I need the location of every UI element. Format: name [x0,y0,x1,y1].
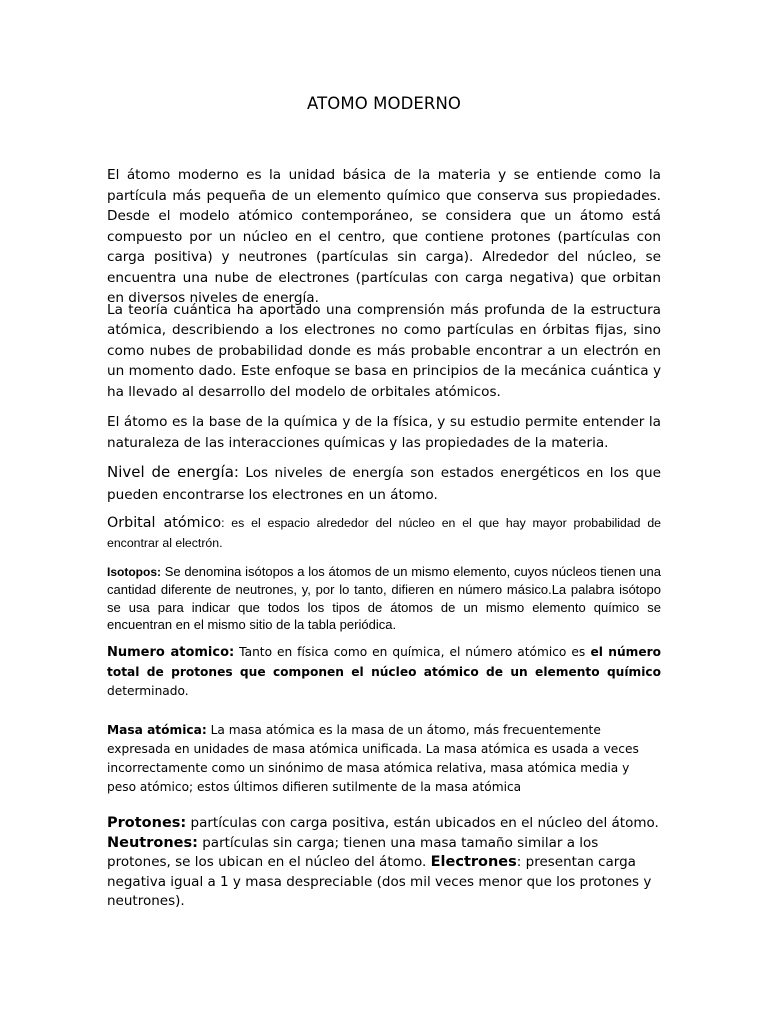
definition-term: Masa atómica: [107,723,207,737]
definition-term: Orbital atómico [107,515,222,531]
electrones-term: Electrones [430,854,517,870]
definition-text: : es el espacio alrededor del núcleo en el que hay mayor probabilidad de encontrar al electrón. [107,516,661,550]
definition-nivel-energia [107,461,661,506]
electrones-text: : presentan carga negativa igual a 1 y masa despreciable (dos mil veces menor que los protones y neutrones). [107,854,652,909]
neutrones-term: Neutrones: [107,834,198,851]
definition-text: Tanto en física como en química, el número atómico es [234,645,586,659]
definition-emphasis: el número total de protones que componen el núcleo atómico de un elemento químico [107,645,662,679]
protones-term: Protones: [107,815,187,831]
definition-term: Isotopos: [107,565,161,579]
neutrones-text: partículas sin carga; tienen una masa tamaño similar a los protones, se los ubican en el núcleo del átomo. [107,834,599,870]
definition-text: Los niveles de energía son estados energéticos en los que pueden encontrarse los electrones en un átomo. [107,465,661,503]
definition-particulas [107,814,661,912]
document-title: ATOMO MODERNO [307,94,461,113]
definition-text: La masa atómica es la masa de un átomo, más frecuentemente expresada en unidades de masa atómica unificada. La masa atómica es usada a veces incorrectamente como un sinónimo de masa atómica relativa, masa atómica media y peso atómico; estos últimos difieren sutilmente de la masa atómica [107,723,639,794]
definition-text-end: determinado. [107,684,189,698]
definition-text: Se denomina isótopos a los átomos de un mismo elemento, cuyos núcleos tienen una cantidad diferente de neutrones, y, por lo tanto, difieren en número másico.La palabra isótopo se usa para indicar que todos los tipos de átomos de un mismo elemento químico se encuentran en el mismo sitio de la tabla periódica. [107,564,661,633]
definition-isotopos [107,563,661,634]
paragraph-atom-base: El átomo es la base de la química y de la física, y su estudio permite entender la naturaleza de las interacciones químicas y las propiedades de la materia. [107,414,661,451]
protones-text: partículas con carga positiva, están ubicados en el núcleo del átomo. [186,815,659,831]
definition-term: Nivel de energía: [107,463,239,481]
paragraph-intro: El átomo moderno es la unidad básica de la materia y se entiende como la partícula más pequeña de un elemento químico que conserva sus propiedades. Desde el modelo atómico contemporáneo, se considera que un átomo está compuesto por un núcleo en el centro, que contiene protones (partículas con carga positiva) y neutrones (partículas sin carga). Alrededor del núcleo, se encuentra una nube de electrones (partículas con carga negativa) que orbitan en diversos niveles de energía. [107,167,661,306]
definition-masa-atomica [107,721,661,797]
paragraph-quantum-theory: La teoría cuántica ha aportado una comprensión más profunda de la estructura atómica, describiendo a los electrones no como partículas en órbitas fijas, sino como nubes de probabilidad donde es más probable encontrar a un electrón en un momento dado. Este enfoque se basa en principios de la mecánica cuántica y ha llevado al desarrollo del modelo de orbitales atómicos. [107,302,661,400]
definition-numero-atomico [107,643,661,702]
definition-term: Numero atomico: [107,645,235,660]
definition-orbital-atomico [107,513,661,553]
